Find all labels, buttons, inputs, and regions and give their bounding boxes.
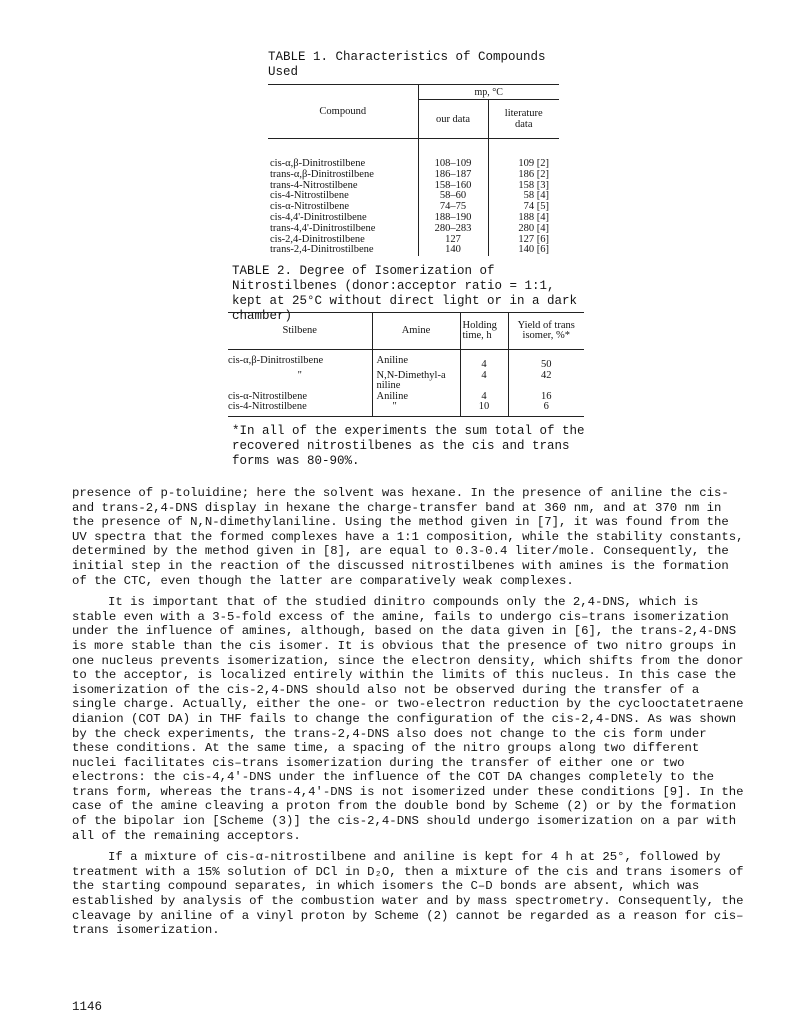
compound-cell: trans-4-Nitrostilbene [270, 179, 358, 191]
lit-mp-cell: 186 [2] [488, 170, 559, 181]
yield-cell: 16 [508, 392, 584, 403]
our-mp-cell: 188–190 [418, 213, 488, 224]
table1-caption: TABLE 1. Characteristics of Compounds Used [268, 50, 546, 79]
our-mp-cell: 127 [418, 235, 488, 246]
our-mp-cell: 74–75 [418, 202, 488, 213]
table2-header-stilbene: Stilbene [228, 313, 372, 350]
amine-cell: Aniline [372, 356, 460, 371]
table2-caption: TABLE 2. Degree of Isomerization of Nitrostilbenes (donor:acceptor ratio = 1:1, kept at 25°C without direct light or in a dark chamber) [232, 264, 578, 323]
lit-mp-cell: 109 [2] [488, 159, 559, 170]
table1-header-compound: Compound [268, 85, 418, 139]
yield-cell: 6 [508, 402, 584, 416]
compound-cell: cis-4-Nitrostilbene [270, 190, 349, 202]
lit-mp-cell: 158 [3] [488, 181, 559, 192]
time-cell: 4 [460, 356, 508, 371]
lit-mp-cell: 188 [4] [488, 213, 559, 224]
table-row [228, 356, 584, 371]
table2-header-time: Holding time, h [460, 313, 508, 350]
time-cell: 4 [460, 392, 508, 403]
stilbene-cell: cis-α,β-Dinitrostilbene [228, 355, 324, 366]
table-row [268, 224, 559, 235]
compound-cell: trans-α,β-Dinitrostilbene [270, 168, 374, 180]
our-mp-cell: 158–160 [418, 181, 488, 192]
our-mp-cell: 58–60 [418, 191, 488, 202]
our-mp-cell: 108–109 [418, 159, 488, 170]
amine-text: N,N-Dimethyl-aniline [376, 369, 446, 391]
table1-header-mp: mp, °C [418, 85, 559, 100]
table1-header-lit: literature data [488, 100, 559, 139]
table-row [268, 245, 559, 256]
compound-cell: trans-4,4'-Dinitrostilbene [270, 222, 376, 234]
stilbene-cell: cis-α-Nitrostilbene [228, 390, 307, 402]
compound-cell: cis-2,4-Dinitrostilbene [270, 233, 365, 245]
time-cell: 4 [460, 371, 508, 392]
compound-cell: cis-α,β-Dinitrostilbene [270, 158, 366, 169]
stilbene-cell: cis-4-Nitrostilbene [228, 402, 372, 416]
table-row [268, 170, 559, 181]
lit-mp-cell: 127 [6] [488, 235, 559, 246]
our-mp-cell: 186–187 [418, 170, 488, 181]
compound-cell: cis-4,4'-Dinitrostilbene [270, 211, 367, 223]
our-mp-cell: 280–283 [418, 224, 488, 235]
yield-cell: 42 [508, 371, 584, 392]
yield-cell: 50 [508, 356, 584, 371]
paragraph: It is important that of the studied dinitro compounds only the 2,4-DNS, which is stable even with a 3-5-fold excess of the amine, fails to undergo cis–trans isomerization under the influence of amines, although, based on the data given in [6], the trans-2,4-DNS is more stable than the cis isomer. It is obvious that the presence of two nitro groups in one nucleus prevents isomerization, since the electron density, which shifts from the donor to the acceptor, is localized entirely within the limits of this nucleus. In this case the isomerization of the cis-2,4-DNS should also not be observed during the transfer of a single charge. Actually, either the one- or two-electron reduction by the cyclooctatetraene dianion (COT DA) in THF fails to change the configuration of the cis-2,4-DNS. As was shown by the check experiments, the trans-2,4-DNS also does not change to the cis form under these conditions. At the same time, a spacing of the nitro groups along two different nuclei facilitates cis–trans isomerization during the transfer of either one or two electrons: the cis-4,4'-DNS under the influence of the COT DA changes completely to the trans form, whereas the trans-4,4'-DNS is not isomerized under these conditions [9]. In the case of the amine cleaving a proton from the double bond by Scheme (2) or by the formation of the bipolar ion [Scheme (3)] the cis-2,4-DNS should undergo isomerization on a par with all of the remaining acceptors. [72, 595, 744, 843]
page-number: 1146 [72, 1000, 103, 1014]
our-mp-cell: 140 [418, 245, 488, 256]
body-text [72, 486, 748, 945]
table1 [268, 84, 559, 256]
table-row [228, 402, 584, 416]
paragraph: If a mixture of cis-α-nitrostilbene and aniline is kept for 4 h at 25°, followed by treatment with a 15% solution of DCl in D₂O, then a mixture of the cis and trans isomers of the starting compound separates, in which isomers the C–D bonds are absent, which was established by analysis of the combustion water and by mass spectrometry. Consequently, the cleavage by aniline of a vinyl proton by Scheme (2) cannot be regarded as a reason for cis–trans isomerization. [72, 850, 744, 938]
compound-cell: cis-α-Nitrostilbene [270, 201, 349, 213]
table2-footnote: *In all of the experiments the sum total of the recovered nitrostilbenes as the cis and trans forms was 80-90%. [232, 424, 585, 468]
lit-mp-cell: 280 [4] [488, 224, 559, 235]
stilbene-cell: " [297, 369, 302, 381]
lit-mp-cell: 74 [5] [488, 202, 559, 213]
table2-header-amine: Amine [372, 313, 460, 350]
lit-mp-cell: 140 [6] [488, 245, 559, 256]
table2-header-yield: Yield of trans isomer, %* [508, 313, 584, 350]
time-cell: 10 [460, 402, 508, 416]
table1-header-our: our data [418, 100, 488, 139]
paragraph: presence of p-toluidine; here the solvent was hexane. In the presence of aniline the cis- and trans-2,4-DNS display in hexane the charge-transfer band at 360 nm, and at 370 nm in the presence of N,N-dimethylaniline. Using the method given in [7], it was found from the UV spectra that the formed complexes have a 1:1 composition, while the stability constants, determined by the method given in [8], are equal to 0.3-0.4 liter/mole. Consequently, the initial step in the reaction of the discussed nitrostilbenes with amines is the formation of the CTC, even though the latter are comparatively weak complexes. [72, 486, 744, 588]
amine-cell: Aniline [372, 392, 460, 403]
table-row [228, 371, 584, 392]
compound-cell: trans-2,4-Dinitrostilbene [270, 244, 374, 256]
amine-cell: " [372, 402, 460, 416]
lit-mp-cell: 58 [4] [488, 191, 559, 202]
table2 [228, 312, 584, 417]
amine-cell [372, 371, 460, 392]
